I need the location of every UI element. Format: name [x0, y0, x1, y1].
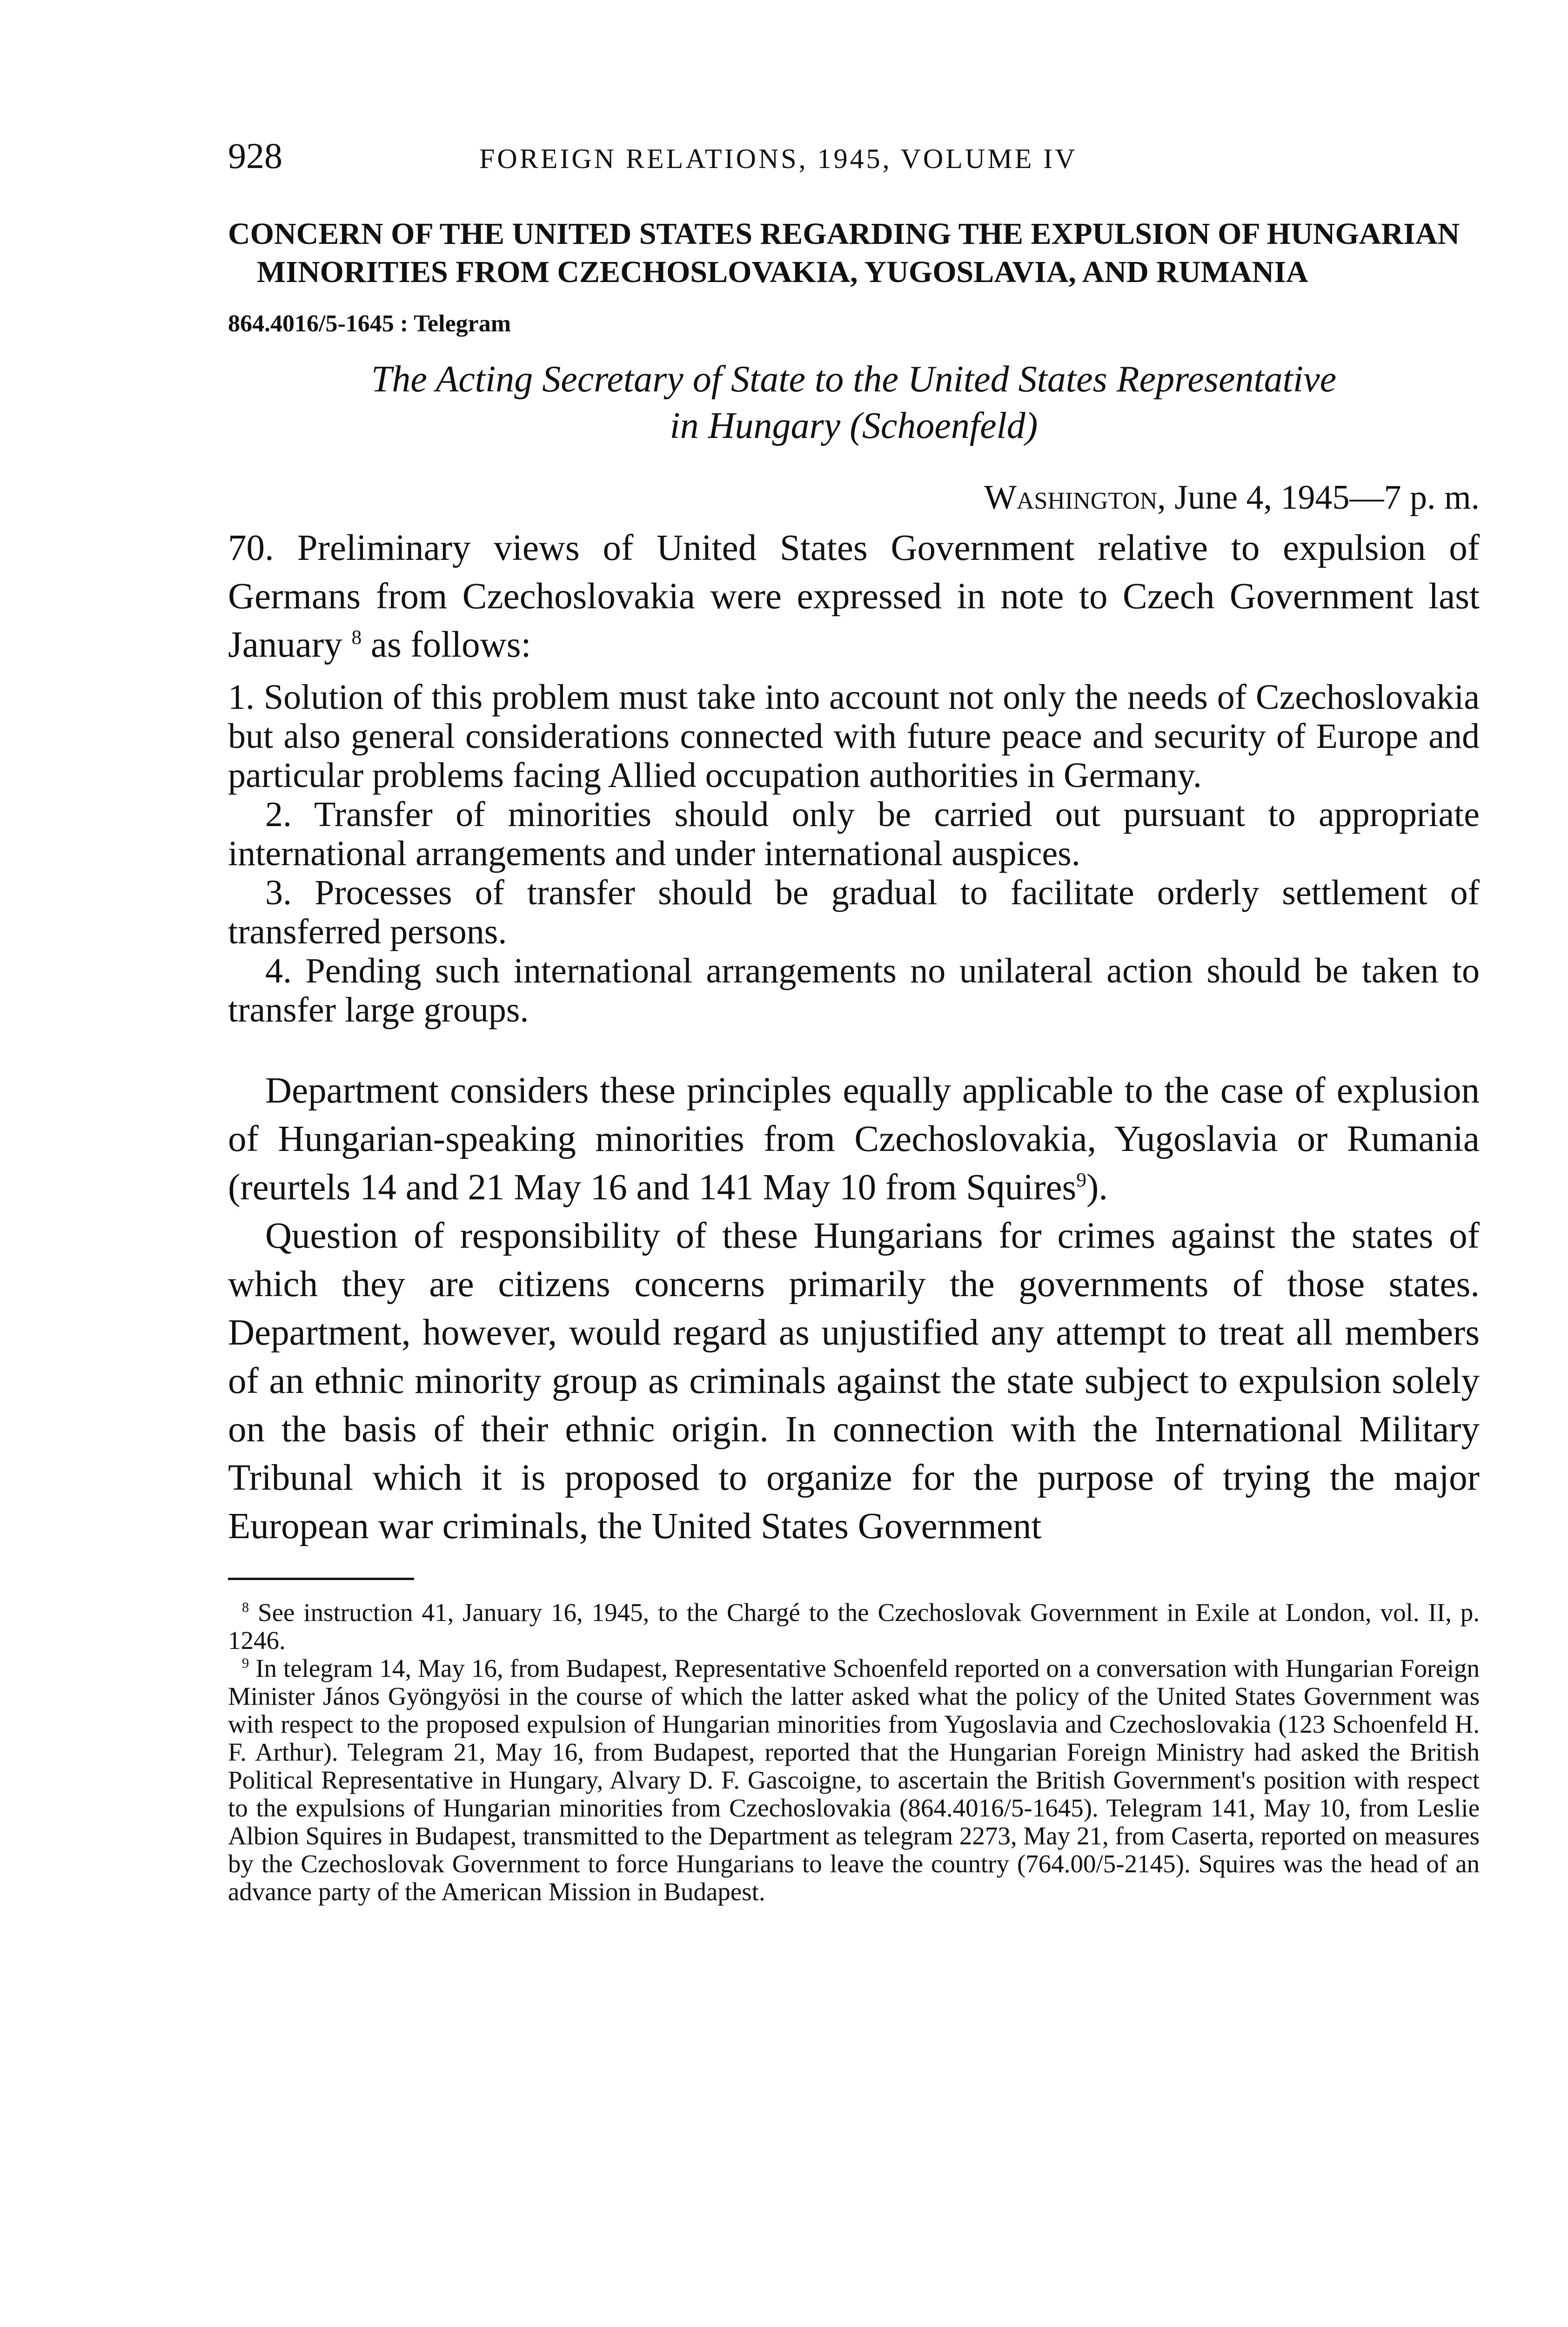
section-gap [228, 1029, 1480, 1067]
paragraph-2-text: Department considers these principles equally applicable to the case of explusion of Hungarian-speaking minorities from Czechoslovakia, Yugoslavia or Rumania (reurtels 14 and 21 May 16 and 141 May 10 from Squires [228, 1070, 1480, 1208]
dateline-date: , June 4, 1945—7 p. m. [1157, 478, 1480, 517]
principle-4: 4. Pending such international arrangements no unilateral action should be taken to transfer large groups. [228, 951, 1480, 1029]
document-title-line-2: in Hungary (Schoenfeld) [670, 405, 1038, 446]
dateline [228, 478, 1480, 518]
running-title: FOREIGN RELATIONS, 1945, VOLUME IV [479, 143, 1078, 174]
principle-1: 1. Solution of this problem must take into account not only the needs of Czechoslovakia but also general considerations connected with future peace and security of Europe and particular problems facing Allied occupation authorities in Germany. [228, 678, 1480, 795]
principle-3: 3. Processes of transfer should be gradual to facilitate orderly settlement of transferred persons. [228, 873, 1480, 951]
document-page [228, 135, 1480, 1906]
footnote-rule [228, 1578, 414, 1580]
principle-2: 2. Transfer of minorities should only be carried out pursuant to appropriate international arrangements and under international auspices. [228, 795, 1480, 873]
file-reference: 864.4016/5-1645 : Telegram [228, 310, 511, 337]
quoted-principles [228, 678, 1480, 1029]
footnote-8 [228, 1599, 1480, 1654]
paragraph-70-text: 70. Preliminary views of United States Government relative to expulsion of Germans from Czechoslovakia were expressed in note to Czech Government last January [228, 528, 1480, 665]
dateline-place: Washington [984, 478, 1158, 517]
footnote-8-mark: 8 [242, 1599, 249, 1615]
footnote-9-mark: 9 [242, 1655, 249, 1671]
paragraph-70-tail: as follows: [362, 625, 531, 665]
section-heading: CONCERN OF THE UNITED STATES REGARDING THE EXPULSION OF HUNGARIAN MINORITIES FROM CZECHOSLOVAKIA, YUGOSLAVIA, AND RUMANIA [228, 217, 1460, 289]
paragraph-2-tail: ). [1086, 1167, 1108, 1208]
footnote-8-text: See instruction 41, January 16, 1945, to the Chargé to the Czechoslovak Government in Exile at London, vol. II, p. 1246. [228, 1598, 1480, 1654]
paragraph-department-considers [228, 1067, 1480, 1212]
footnotes [228, 1599, 1480, 1906]
paragraph-70 [228, 524, 1480, 669]
footnote-9 [228, 1654, 1480, 1906]
document-title-line-1: The Acting Secretary of State to the United States Representative [371, 359, 1337, 400]
running-header [228, 135, 1480, 182]
paragraph-question-of-responsibility: Question of responsibility of these Hungarians for crimes against the states of which they are citizens concerns primarily the governments of those states. Department, however, would regard as unjustified any attempt to treat all members of an ethnic minority group as criminals against the state subject to expulsion solely on the basis of their ethnic origin. In connection with the International Military Tribunal which it is proposed to organize for the purpose of trying the major European war criminals, the United States Government [228, 1216, 1480, 1547]
footnote-9-text: In telegram 14, May 16, from Budapest, Representative Schoenfeld reported on a conversation with Hungarian Foreign Minister János Gyöngyösi in the course of which the latter asked what the policy of the United States Government was with respect to the proposed expulsion of Hungarian minorities from Yugoslavia and Czechoslovakia (123 Schoenfeld H. F. Arthur). Telegram 21, May 16, from Budapest, reported that the Hungarian Foreign Ministry had asked the British Political Representative in Hungary, Alvary D. F. Gascoigne, to ascertain the British Government's position with respect to the expulsions of Hungarian minorities from Czechoslovakia (864.4016/5-1645). Telegram 141, May 10, from Leslie Albion Squires in Budapest, transmitted to the Department as telegram 2273, May 21, from Caserta, reported on measures by the Czechoslovak Government to force Hungarians to leave the country (764.00/5-2145). Squires was the head of an advance party of the American Mission in Budapest. [228, 1654, 1480, 1906]
document-title [228, 356, 1480, 449]
footnote-ref-9: 9 [1076, 1169, 1086, 1191]
footnote-ref-8: 8 [351, 626, 362, 649]
page-number: 928 [228, 135, 282, 176]
